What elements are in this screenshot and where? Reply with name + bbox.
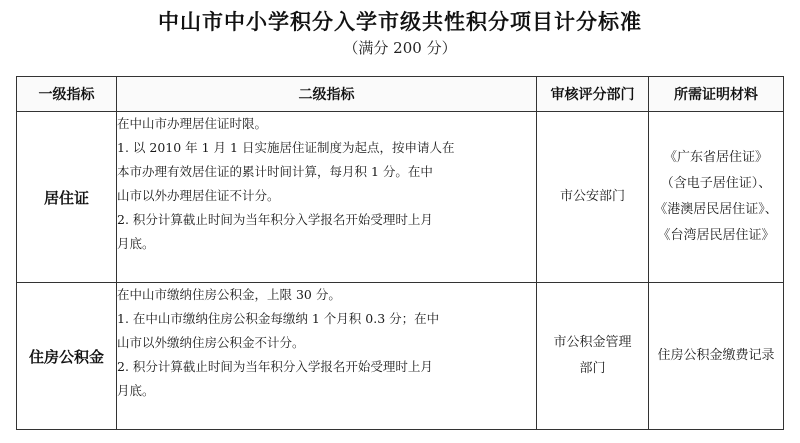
level2-line: 本市办理有效居住证的累计时间计算，每月积 1 分。在中 xyxy=(117,164,433,179)
column-header-department: 审核评分部门 xyxy=(537,77,649,112)
level2-line: 在中山市办理居住证时限。 xyxy=(117,116,268,131)
level2-cell xyxy=(117,283,537,430)
materials-line: 《港澳居民居住证》、 xyxy=(654,202,778,217)
department-line: 市公积金管理 xyxy=(553,335,632,350)
table-row-residence-permit xyxy=(17,112,784,283)
column-header-level2: 二级指标 xyxy=(117,77,537,112)
materials-line: （含电子居住证）、 xyxy=(660,176,772,191)
level2-line: 1. 以 2010 年 1 月 1 日实施居住证制度为起点，按申请人在 xyxy=(117,140,455,155)
materials-line: 《台湾居民居住证》 xyxy=(657,228,775,243)
level2-line: 2. 积分计算截止时间为当年积分入学报名开始受理时上月 xyxy=(117,359,433,374)
materials-cell xyxy=(649,283,784,430)
level1-cell: 居住证 xyxy=(17,112,117,283)
level2-line: 月底。 xyxy=(117,236,155,251)
materials-line: 住房公积金缴费记录 xyxy=(657,348,775,363)
department-cell: 市公安部门 xyxy=(537,112,649,283)
level2-line: 月底。 xyxy=(117,383,155,398)
column-header-level1: 一级指标 xyxy=(17,77,117,112)
table-header-row xyxy=(17,77,784,112)
department-line: 部门 xyxy=(579,361,606,376)
level2-line: 在中山市缴纳住房公积金，上限 30 分。 xyxy=(117,287,341,302)
level1-cell: 住房公积金 xyxy=(17,283,117,430)
table-row-housing-fund xyxy=(17,283,784,430)
page-title: 中山市中小学积分入学市级共性积分项目计分标准 xyxy=(158,9,642,34)
level2-line: 1. 在中山市缴纳住房公积金每缴纳 1 个月积 0.3 分；在中 xyxy=(117,311,440,326)
materials-line: 《广东省居住证》 xyxy=(663,150,768,165)
materials-cell xyxy=(649,112,784,283)
scoring-table xyxy=(16,76,784,430)
level2-line: 2. 积分计算截止时间为当年积分入学报名开始受理时上月 xyxy=(117,212,433,227)
department-cell xyxy=(537,283,649,430)
page-subtitle: （满分 200 分） xyxy=(343,39,457,57)
level2-line: 山市以外缴纳住房公积金不计分。 xyxy=(117,335,305,350)
level2-line: 山市以外办理居住证不计分。 xyxy=(117,188,280,203)
level2-cell xyxy=(117,112,537,283)
column-header-materials: 所需证明材料 xyxy=(649,77,784,112)
